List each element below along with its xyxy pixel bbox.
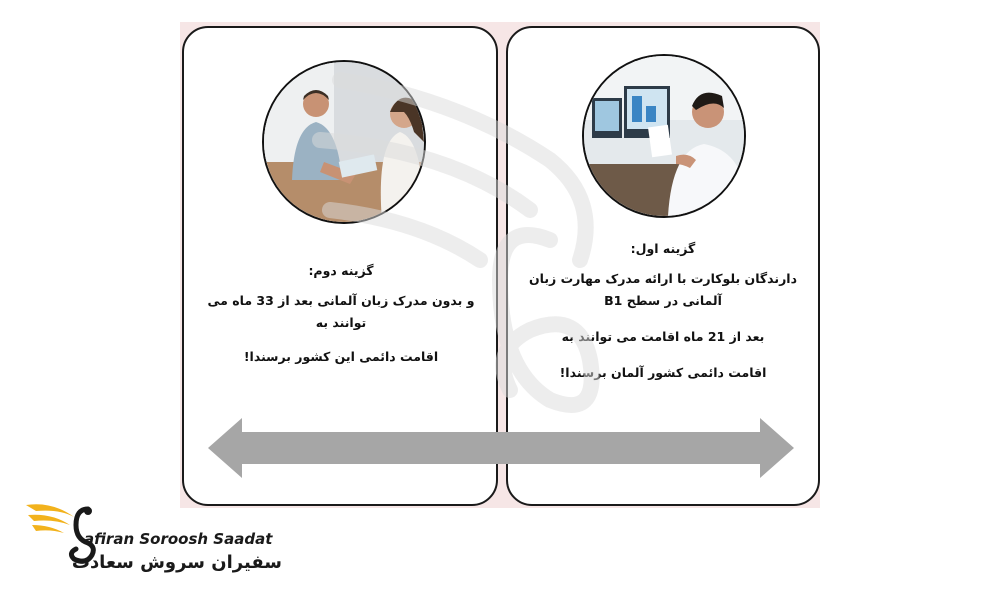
option-one-text bbox=[518, 238, 808, 384]
brand-name-persian: سفیران سروش سعادت bbox=[71, 552, 282, 573]
brand-name-english: afiran Soroosh Saadat bbox=[84, 530, 273, 548]
option-one-line-4: اقامت دائمی کشور آلمان برسندا! bbox=[559, 365, 767, 380]
option-two-line-2: توانند به bbox=[315, 315, 367, 330]
option-two-line-3: اقامت دائمی این کشور برسندا! bbox=[243, 349, 439, 364]
option-one-line-2: آلمانی در سطح B1 bbox=[604, 293, 722, 308]
option-one-line-1: دارندگان بلوکارت با ارائه مدرک مهارت زبان bbox=[529, 271, 797, 286]
interview-photo bbox=[262, 60, 426, 224]
option-two-line-1: و بدون مدرک زبان آلمانی بعد از 33 ماه می bbox=[207, 293, 475, 308]
option-two-text bbox=[196, 260, 486, 368]
option-two-heading: گزینه دوم: bbox=[308, 263, 374, 278]
option-one-heading: گزینه اول: bbox=[630, 241, 696, 256]
option-one-line-3: بعد از 21 ماه اقامت می توانند به bbox=[561, 329, 765, 344]
double-arrow bbox=[208, 418, 794, 478]
office-worker-photo bbox=[582, 54, 746, 218]
